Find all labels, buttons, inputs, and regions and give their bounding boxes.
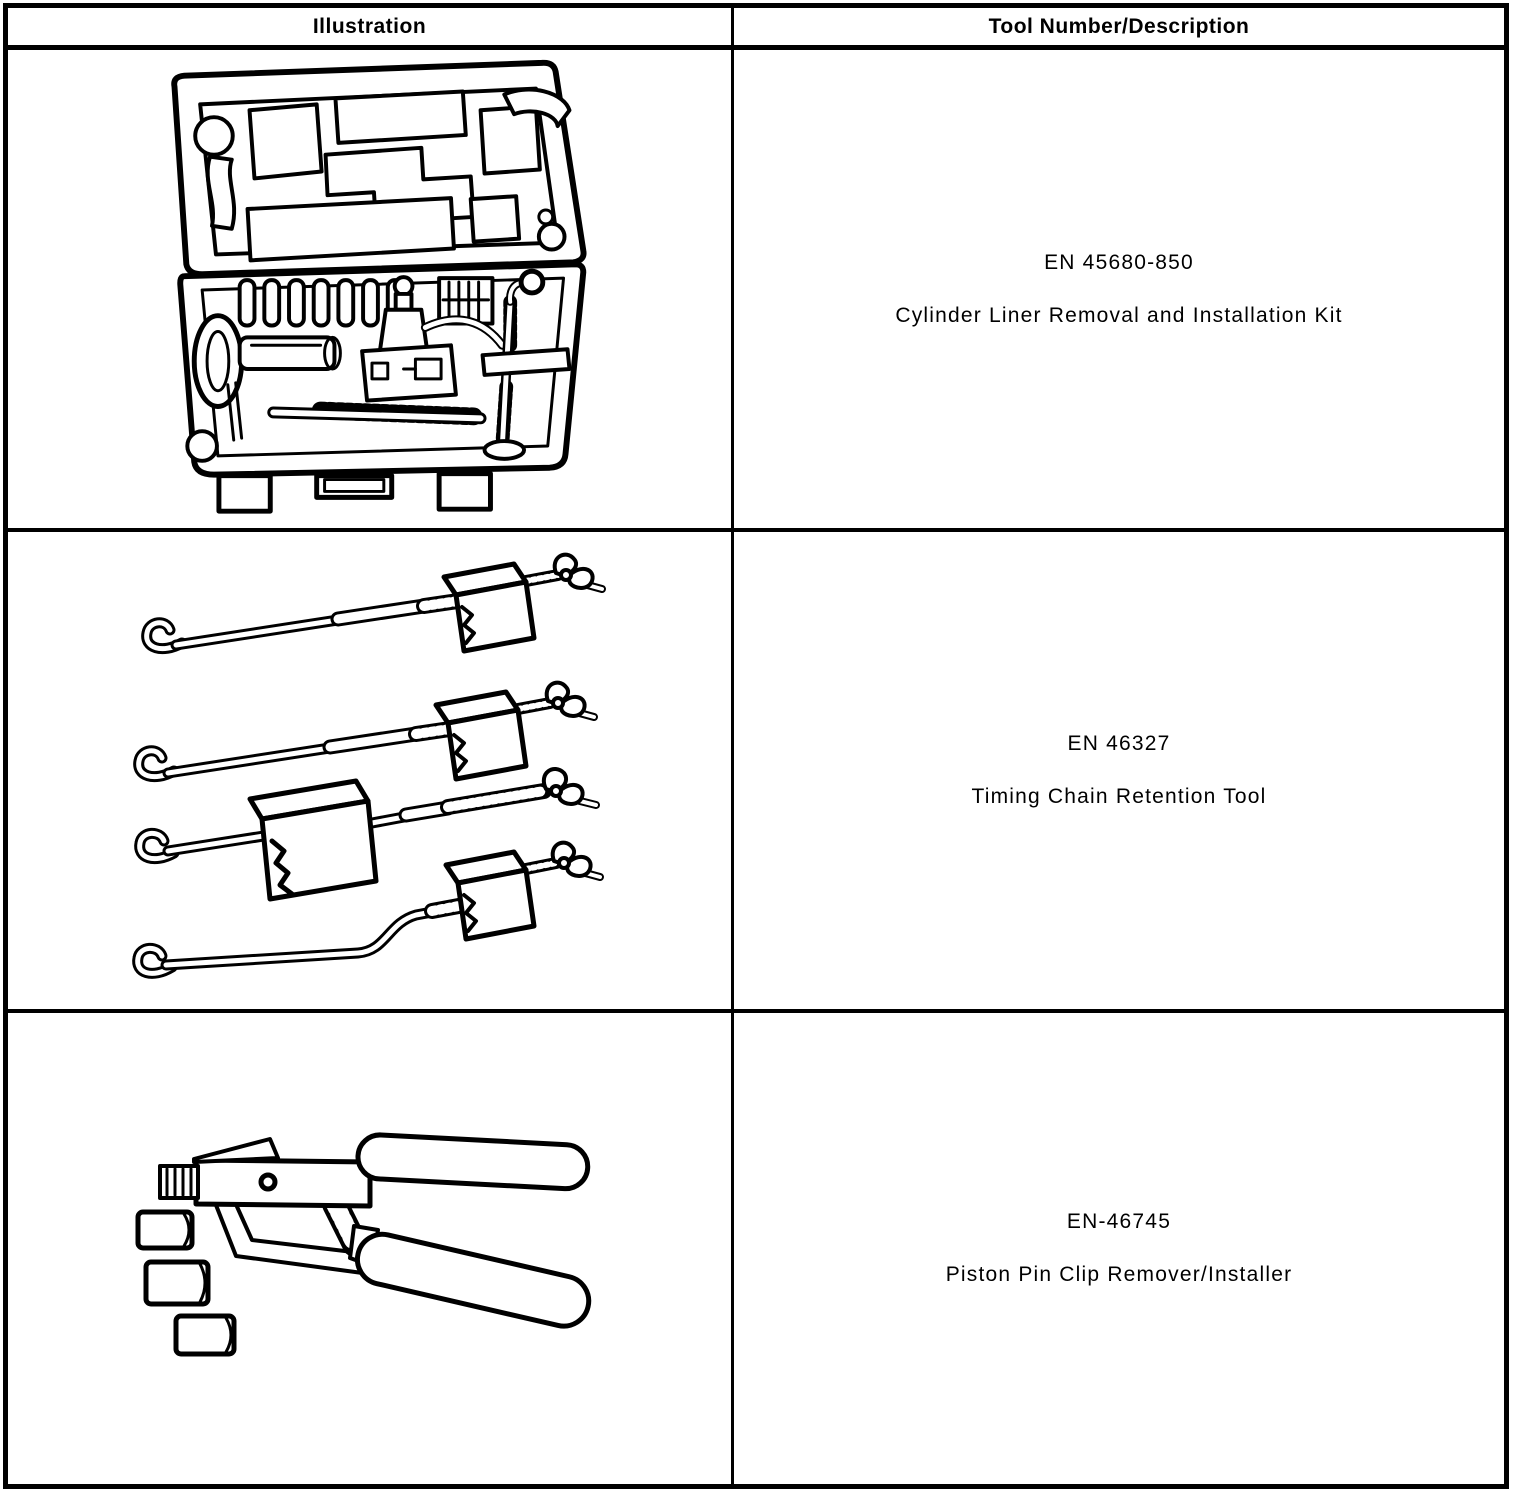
header-tool-label: Tool Number/Description	[988, 14, 1250, 38]
pin-adapter-cylinders	[138, 1212, 234, 1354]
piston-pin-clip-pliers-illustration	[110, 1106, 630, 1391]
special-tools-table	[3, 3, 1509, 1489]
illustration-cell-row-1	[8, 50, 734, 532]
tool-info-cell-row-1	[734, 50, 1504, 532]
retention-tool-1	[146, 554, 601, 650]
header-tool-number-description	[734, 8, 1504, 50]
header-illustration	[8, 8, 734, 50]
tool-number: EN-46745	[1066, 1210, 1172, 1233]
tool-number: EN 46327	[1067, 732, 1171, 755]
timing-chain-retention-tools-illustration	[110, 551, 630, 991]
cylinder-liner-kit-illustration	[123, 53, 617, 525]
retention-tool-2	[138, 682, 593, 778]
tool-description: Piston Pin Clip Remover/Installer	[945, 1263, 1293, 1286]
illustration-cell-row-3	[8, 1013, 734, 1484]
tool-description: Cylinder Liner Removal and Installation Kit	[895, 303, 1343, 327]
tool-description: Timing Chain Retention Tool	[971, 785, 1267, 808]
header-illustration-label: Illustration	[312, 14, 427, 38]
tool-info-cell-row-2	[734, 532, 1504, 1013]
tool-number: EN 45680-850	[1044, 250, 1194, 274]
illustration-cell-row-2	[8, 532, 734, 1013]
tool-info-cell-row-3	[734, 1013, 1504, 1484]
